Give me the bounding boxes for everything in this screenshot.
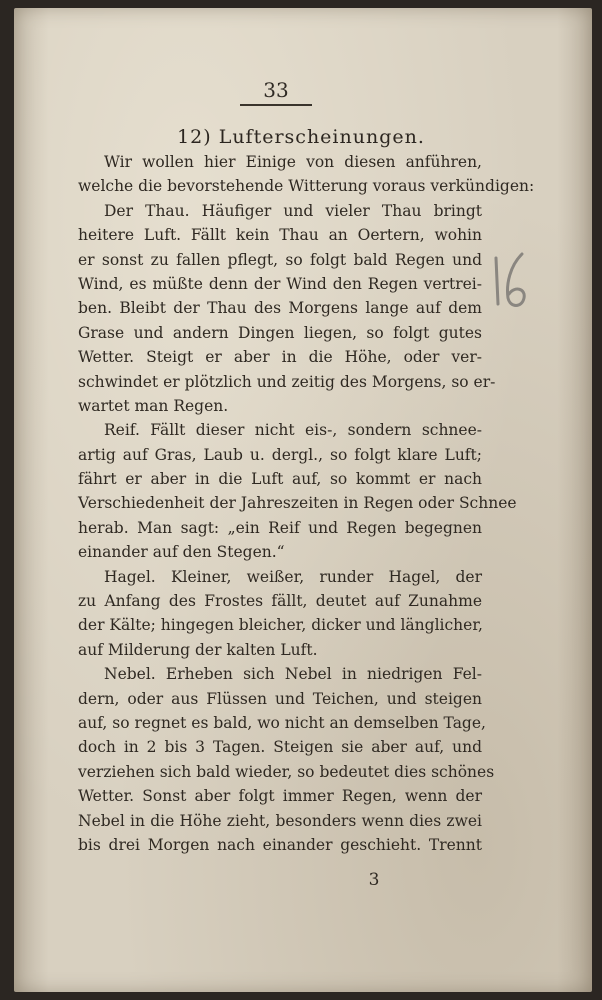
text-line: Wetter. Sonst aber folgt immer Regen, wenn der bbox=[78, 787, 482, 806]
text-line: heitere Luft. Fällt kein Thau an Oertern, wohin bbox=[78, 226, 482, 245]
text-line: schwindet er plötzlich und zeitig des Morgens, so er- bbox=[78, 372, 496, 391]
text-line: wartet man Regen. bbox=[78, 396, 229, 415]
pencil-note bbox=[488, 246, 534, 316]
text-line: artig auf Gras, Laub u. dergl., so folgt klare Luft; bbox=[78, 445, 482, 464]
text-line: Wetter. Steigt er aber in die Höhe, oder ver- bbox=[78, 348, 482, 367]
text-line: der Kälte; hingegen bleicher, dicker und länglicher, bbox=[78, 616, 483, 635]
printer-signature-mark: 3 bbox=[368, 870, 380, 890]
section-title: 12) Lufterscheinungen. bbox=[177, 126, 425, 148]
text-line: fährt er aber in die Luft auf, so kommt er nach bbox=[78, 470, 482, 489]
text-line: bis drei Morgen nach einander geschieht. Trennt bbox=[78, 835, 482, 854]
text-line: dern, oder aus Flüssen und Teichen, und steigen bbox=[78, 689, 482, 708]
text-line: Hagel. Kleiner, weißer, runder Hagel, der bbox=[104, 567, 482, 586]
text-line: Grase und andern Dingen liegen, so folgt gutes bbox=[78, 323, 482, 342]
text-line: Reif. Fällt dieser nicht eis-, sondern schnee- bbox=[104, 421, 482, 440]
body-text bbox=[78, 150, 535, 857]
text-line: herab. Man sagt: „ein Reif und Regen begegnen bbox=[78, 518, 482, 537]
text-line: er sonst zu fallen pflegt, so folgt bald Regen und bbox=[78, 250, 482, 269]
text-line: Verschiedenheit der Jahreszeiten in Regen oder Schnee bbox=[78, 494, 517, 513]
text-line: einander auf den Stegen.“ bbox=[78, 543, 285, 562]
text-line: Wind, es müßte denn der Wind den Regen vertrei- bbox=[78, 274, 482, 293]
page-number: 33 bbox=[263, 78, 289, 102]
text-line: Nebel in die Höhe zieht, besonders wenn dies zwei bbox=[78, 811, 482, 830]
text-line: doch in 2 bis 3 Tagen. Steigen sie aber auf, und bbox=[78, 738, 482, 757]
text-line: zu Anfang des Frostes fällt, deutet auf Zunahme bbox=[78, 592, 482, 611]
text-line: auf, so regnet es bald, wo nicht an demselben Tage, bbox=[78, 713, 486, 732]
text-line: Wir wollen hier Einige von diesen anführen, bbox=[104, 153, 482, 171]
text-line: auf Milderung der kalten Luft. bbox=[78, 640, 318, 659]
text-line: welche die bevorstehende Witterung voraus verkündigen: bbox=[78, 177, 535, 196]
header-rule bbox=[240, 104, 312, 106]
text-line: ben. Bleibt der Thau des Morgens lange auf dem bbox=[78, 299, 482, 318]
text-line: Der Thau. Häufiger und vieler Thau bringt bbox=[104, 201, 482, 220]
text-line: Nebel. Erheben sich Nebel in niedrigen Fel- bbox=[104, 665, 482, 684]
text-line: verziehen sich bald wieder, so bedeutet dies schönes bbox=[78, 762, 495, 781]
